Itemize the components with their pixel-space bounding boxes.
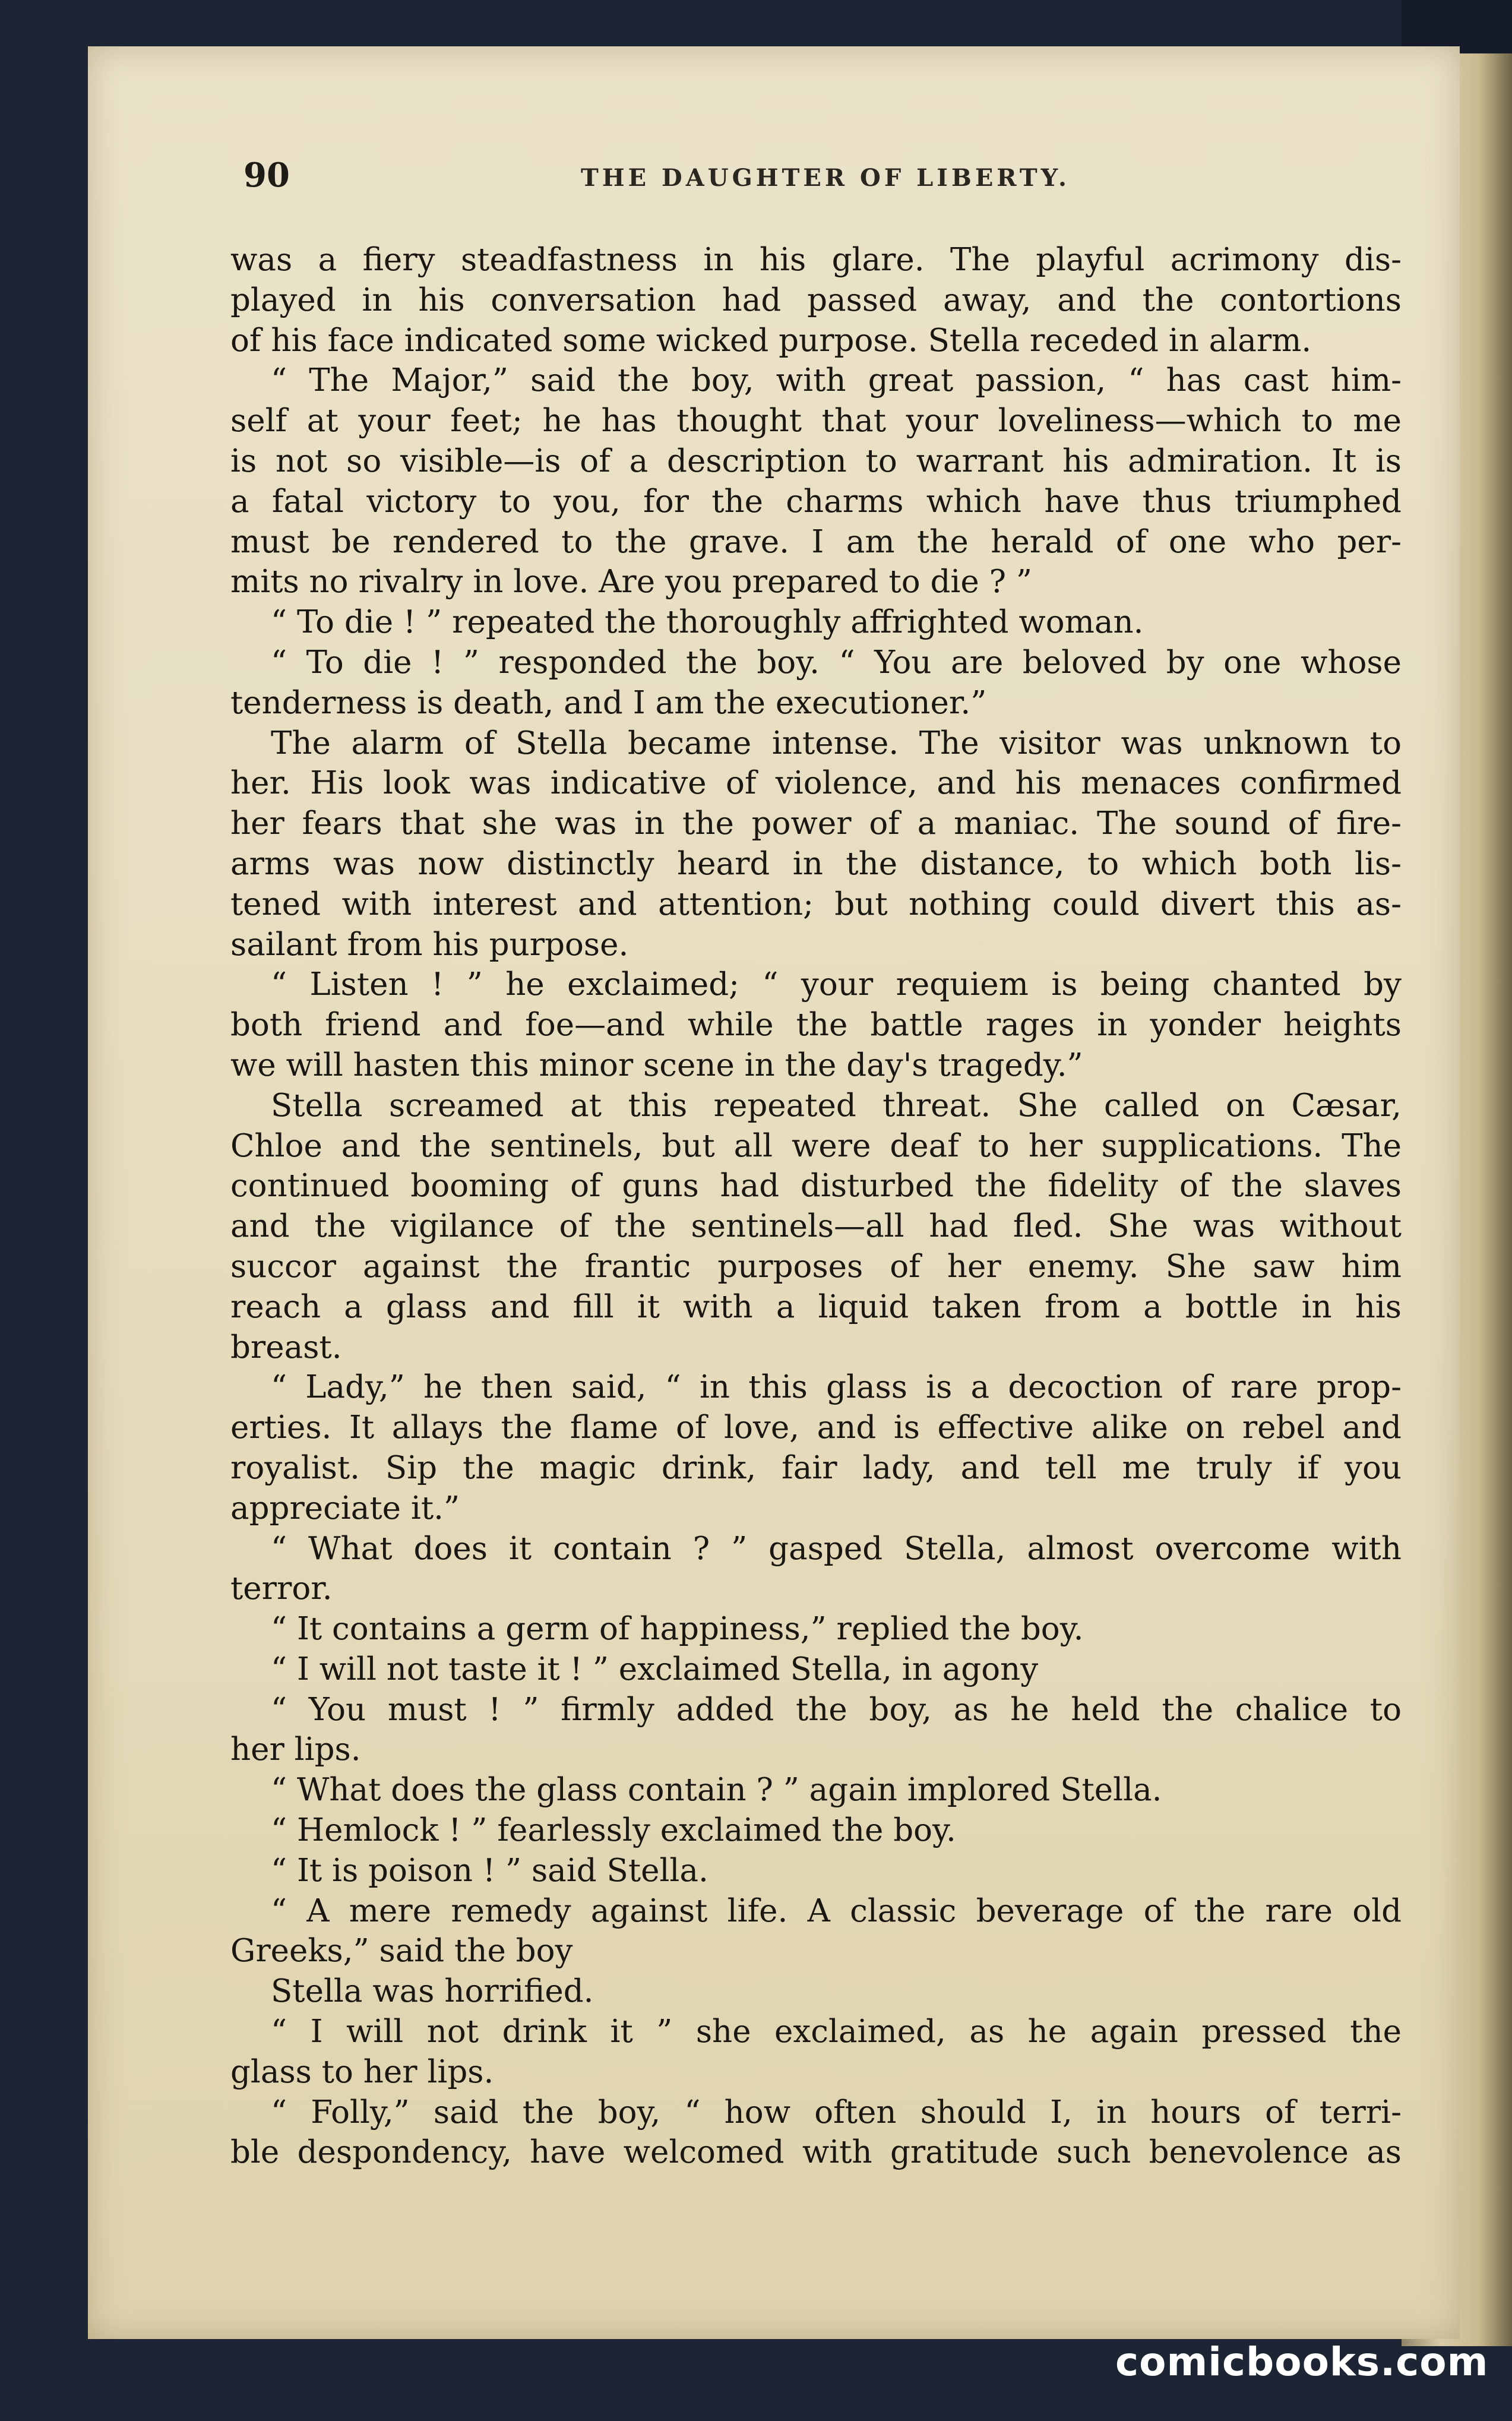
- text-line: Stella was horrified.: [271, 1973, 594, 2010]
- text-line: her fears that she was in the power of a maniac. The sound of fire-: [230, 805, 1402, 842]
- text-line: her lips.: [230, 1731, 361, 1768]
- text-line: was a fiery steadfastness in his glare. The playful acrimony dis-: [230, 242, 1402, 278]
- text-line: “ Folly,” said the boy, “ how often should I, in hours of terri-: [271, 2094, 1402, 2131]
- body-text: [230, 240, 1402, 2173]
- text-line: breast.: [230, 1329, 342, 1366]
- page-number: 90: [243, 156, 290, 195]
- text-line: “ I will not drink it ” she exclaimed, as he again pressed the: [271, 2014, 1402, 2050]
- text-line: tened with interest and attention; but nothing could divert this as-: [230, 886, 1402, 922]
- text-line: played in his conversation had passed away, and the contortions: [230, 282, 1402, 318]
- text-line: sailant from his purpose.: [230, 926, 629, 963]
- text-line: “ It contains a germ of happiness,” replied the boy.: [271, 1611, 1084, 1648]
- text-line: reach a glass and fill it with a liquid taken from a bottle in his: [230, 1288, 1402, 1325]
- text-line: succor against the frantic purposes of her enemy. She saw him: [230, 1248, 1402, 1285]
- text-line: we will hasten this minor scene in the day's tragedy.”: [230, 1047, 1083, 1083]
- text-line: and the vigilance of the sentinels—all had fled. She was without: [230, 1208, 1402, 1245]
- text-line: appreciate it.”: [230, 1490, 460, 1526]
- text-line: “ What does it contain ? ” gasped Stella, almost overcome with: [271, 1530, 1402, 1567]
- text-line: “ The Major,” said the boy, with great passion, “ has cast him-: [271, 362, 1402, 399]
- text-line: “ To die ! ” responded the boy. “ You are beloved by one whose: [271, 644, 1402, 681]
- running-title: THE DAUGHTER OF LIBERTY.: [581, 164, 1070, 192]
- text-line: both friend and foe—and while the battle rages in yonder heights: [230, 1007, 1402, 1044]
- text-line: royalist. Sip the magic drink, fair lady, and tell me truly if you: [230, 1449, 1402, 1486]
- text-line: “ You must ! ” firmly added the boy, as he held the chalice to: [271, 1691, 1402, 1728]
- text-line: “ Listen ! ” he exclaimed; “ your requiem is being chanted by: [271, 966, 1402, 1003]
- text-line: arms was now distinctly heard in the distance, to which both lis-: [230, 845, 1402, 882]
- text-line: a fatal victory to you, for the charms which have thus triumphed: [230, 483, 1402, 520]
- text-line: “ A mere remedy against life. A classic beverage of the rare old: [271, 1892, 1402, 1929]
- text-line: “ Lady,” he then said, “ in this glass is a decoction of rare prop-: [271, 1369, 1402, 1406]
- text-line: must be rendered to the grave. I am the herald of one who per-: [230, 523, 1402, 560]
- text-line: erties. It allays the flame of love, and is effective alike on rebel and: [230, 1409, 1402, 1446]
- text-line: her. His look was indicative of violence, and his menaces confirmed: [230, 765, 1402, 802]
- site-watermark: comicbooks.com: [1115, 2339, 1489, 2385]
- text-line: terror.: [230, 1570, 333, 1607]
- text-line: Chloe and the sentinels, but all were deaf to her supplications. The: [230, 1127, 1402, 1164]
- text-line: mits no rivalry in love. Are you prepared to die ? ”: [230, 564, 1032, 600]
- text-line: of his face indicated some wicked purpose. Stella receded in alarm.: [230, 322, 1312, 359]
- text-line: tenderness is death, and I am the executioner.”: [230, 684, 987, 721]
- text-line: “ I will not taste it ! ” exclaimed Stella, in agony: [271, 1651, 1039, 1687]
- text-line: self at your feet; he has thought that your loveliness—which to me: [230, 403, 1402, 440]
- text-line: “ Hemlock ! ” fearlessly exclaimed the boy.: [271, 1812, 956, 1849]
- text-line: ble despondency, have welcomed with gratitude such benevolence as: [230, 2134, 1402, 2171]
- text-line: is not so visible—is of a description to warrant his admiration. It is: [230, 443, 1402, 479]
- text-line: Greeks,” said the boy: [230, 1933, 573, 1970]
- text-line: “ To die ! ” repeated the thoroughly affrighted woman.: [271, 604, 1144, 641]
- page-header: [243, 156, 1407, 203]
- text-line: “ What does the glass contain ? ” again implored Stella.: [271, 1772, 1162, 1809]
- text-line: Stella screamed at this repeated threat. She called on Cæsar,: [271, 1087, 1402, 1124]
- text-line: continued booming of guns had disturbed the fidelity of the slaves: [230, 1168, 1402, 1205]
- text-line: The alarm of Stella became intense. The visitor was unknown to: [271, 725, 1402, 761]
- text-line: glass to her lips.: [230, 2053, 494, 2090]
- text-line: “ It is poison ! ” said Stella.: [271, 1852, 708, 1889]
